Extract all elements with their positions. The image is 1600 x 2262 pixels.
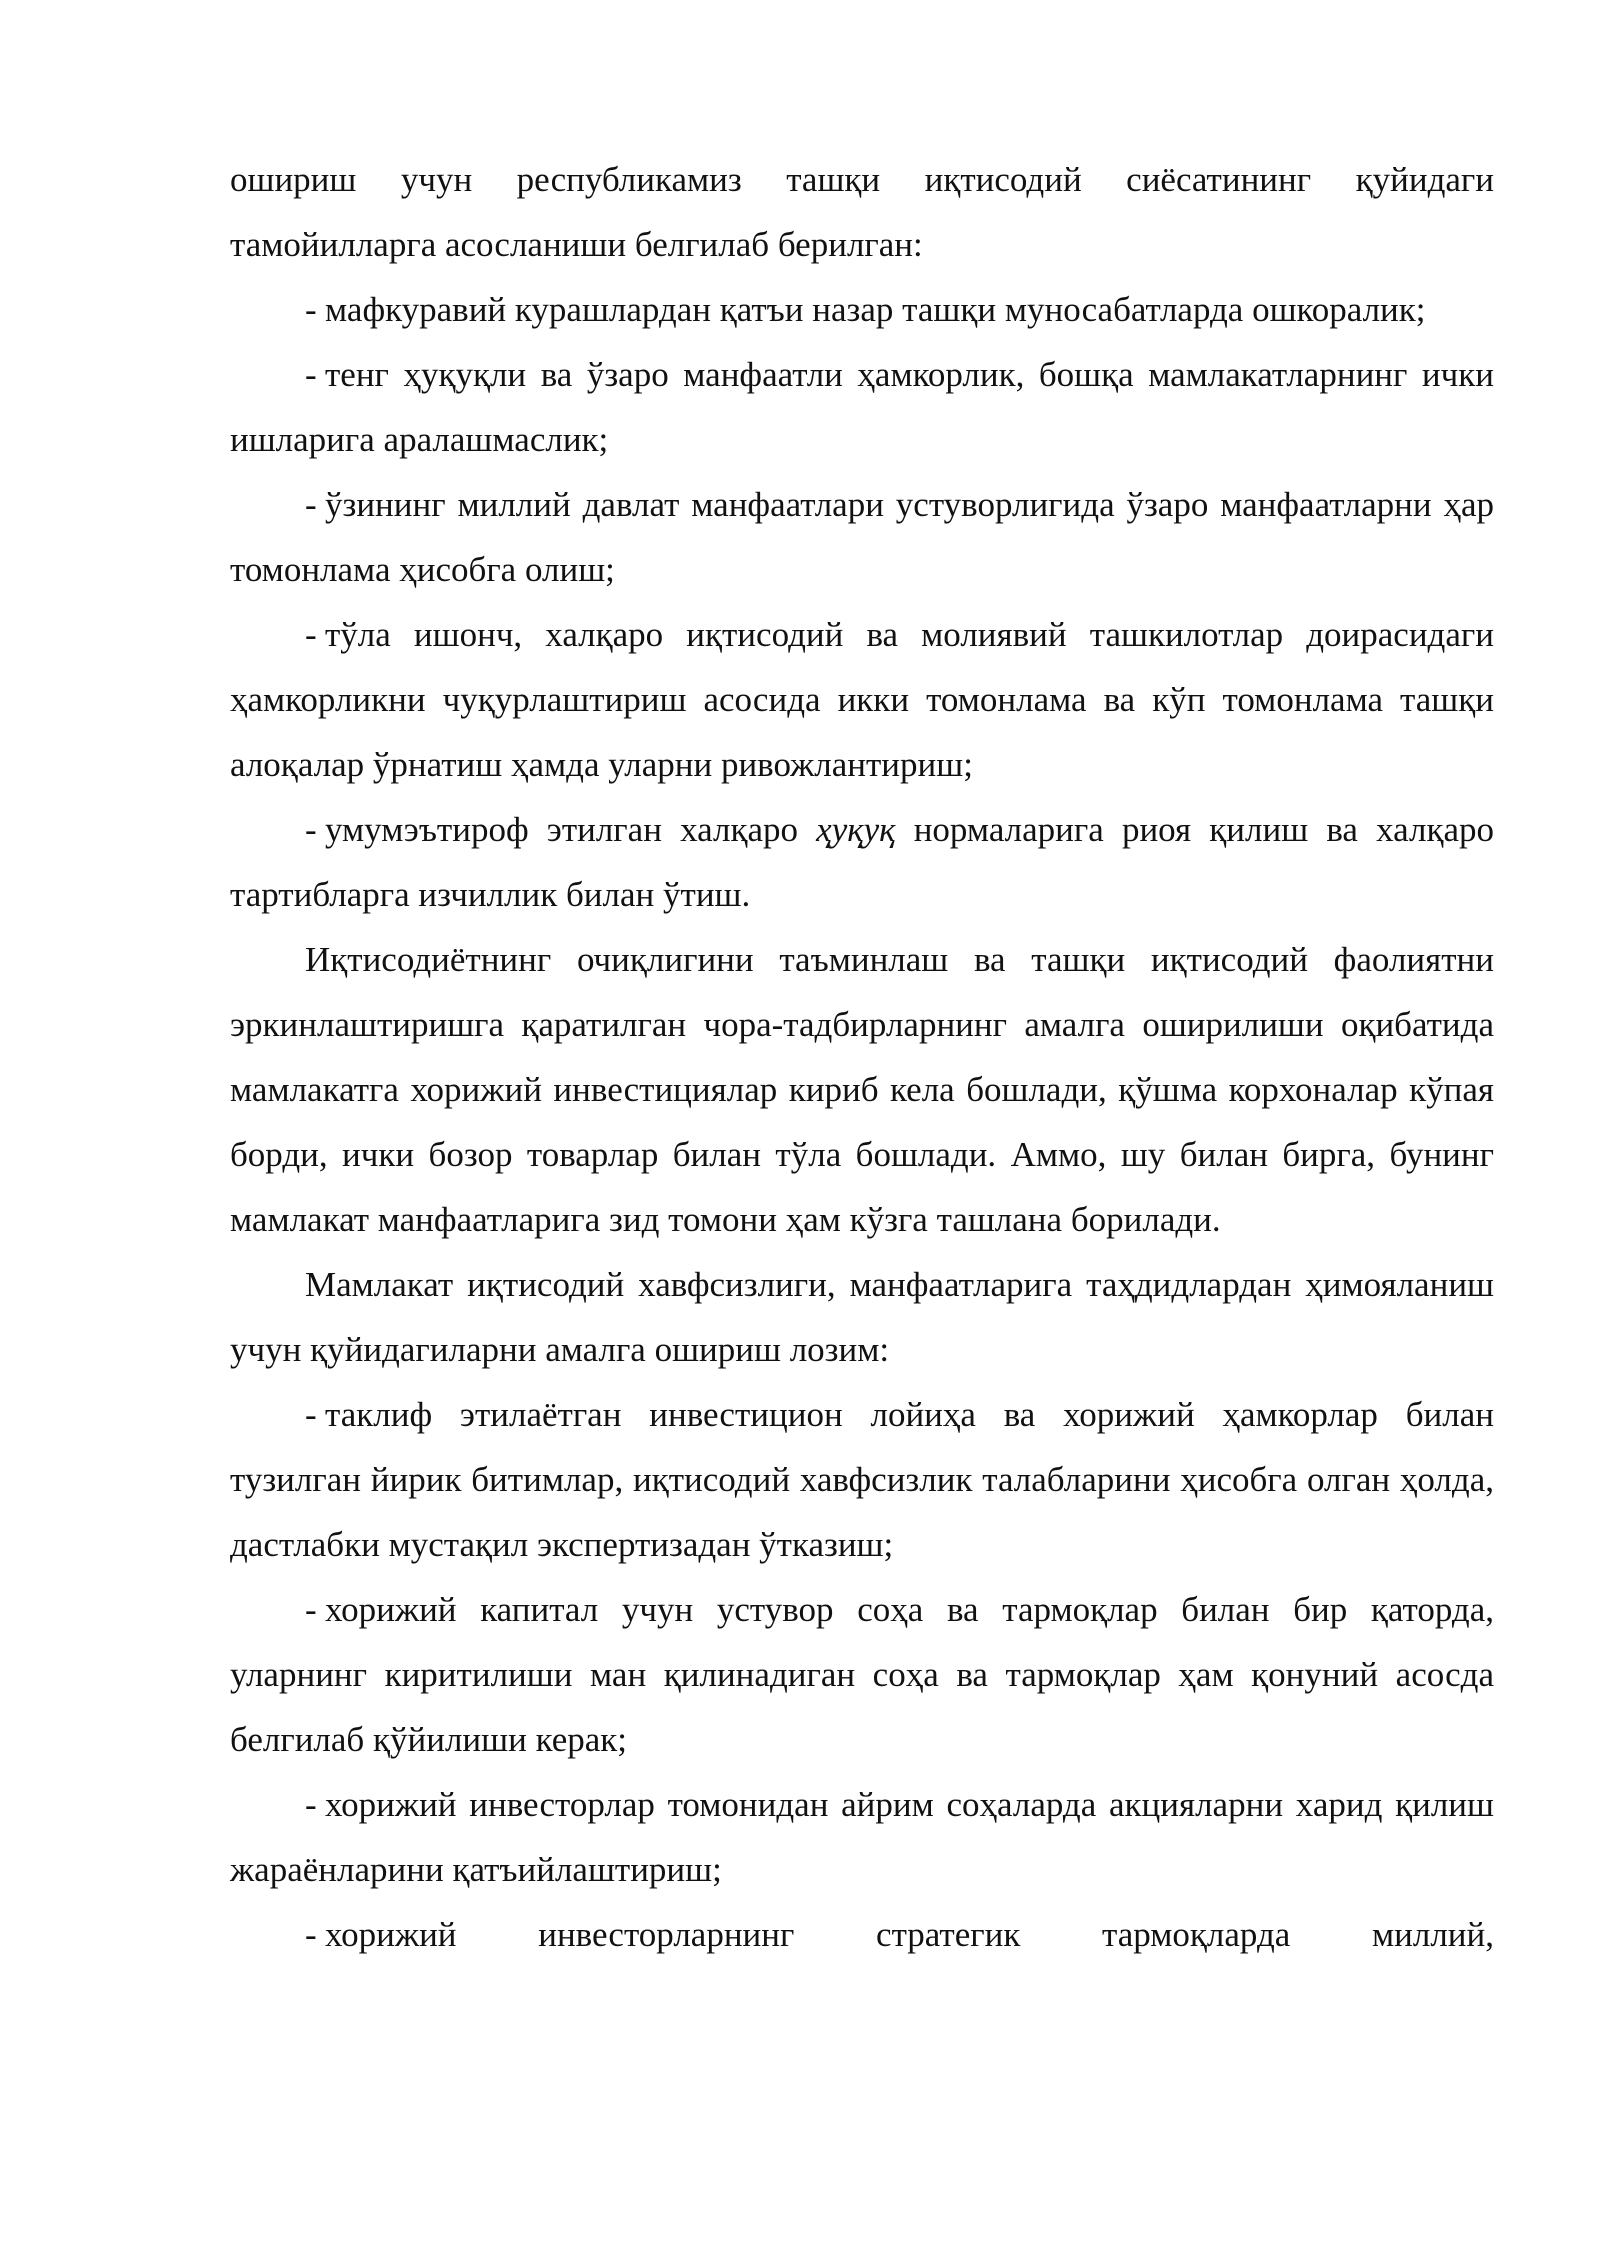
bullet-text: тўла ишонч, халқаро иқтисодий ва молиявий ташкилотлар доирасидаги ҳамкорликни чуқурлаштириш асосида икки томонлама ва кўп томонлама ташқи алоқалар ўрнатиш ҳамда уларни ривожлантириш;: [230, 615, 1494, 784]
bullet-text: хорижий капитал учун устувор соҳа ва тармоқлар билан бир қаторда, уларнинг киритилиши ман қилинадиган соҳа ва тармоқлар ҳам қонуний асосда белгилаб қўйилиши керак;: [230, 1590, 1494, 1759]
bullet-item-strategic-sectors: [230, 1902, 1494, 1967]
bullet-dash: -: [305, 355, 317, 394]
bullet-item-international-organizations: [230, 602, 1494, 797]
bullet-text: тенг ҳуқуқли ва ўзаро манфаатли ҳамкорлик, бошқа мамлакатларнинг ички ишларига аралашмаслик;: [230, 355, 1494, 459]
bullet-text: таклиф этилаётган инвестицион лойиҳа ва хорижий ҳамкорлар билан тузилган йирик битимлар, иқтисодий хавфсизлик талабларини ҳисобга олган ҳолда, дастлабки мустақил экспертизадан ўтказиш;: [230, 1395, 1494, 1564]
bullet-text: мафкуравий курашлардан қатъи назар ташқи муносабатларда ошкоралик;: [325, 290, 1426, 329]
bullet-item-openness: [230, 277, 1494, 342]
bullet-item-equal-rights: [230, 342, 1494, 472]
bullet-dash: -: [305, 1395, 317, 1434]
bullet-dash: -: [305, 810, 317, 849]
paragraph-intro-continuation: ошириш учун республикамиз ташқи иқтисодий сиёсатининг қуйидаги тамойилларга асосланиши белгилаб берилган:: [230, 160, 1494, 264]
bullet-item-priority-sectors: [230, 1577, 1494, 1772]
bullet-item-national-interests: [230, 472, 1494, 602]
bullet-dash: -: [305, 485, 317, 524]
bullet-dash: -: [305, 1915, 317, 1954]
bullet-text: ўзининг миллий давлат манфаатлари устуворлигида ўзаро манфаатларни ҳар томонлама ҳисобга олиш;: [230, 485, 1494, 589]
bullet-text-before: умумэътироф этилган халқаро: [325, 810, 817, 849]
bullet-text: хорижий инвесторлар томонидан айрим соҳаларда акцияларни харид қилиш жараёнларини қатъийлаштириш;: [230, 1785, 1494, 1889]
paragraph-economy-openness: Иқтисодиётнинг очиқлигини таъминлаш ва ташқи иқтисодий фаолиятни эркинлаштиришга қаратилган чора-тадбирларнинг амалга оширилиши оқибатида мамлакатга хорижий инвестициялар кириб кела бошлади, қўшма корхоналар кўпая борди, ички бозор товарлар билан тўла бошлади. Аммо, шу билан бирга, бунинг мамлакат манфаатларига зид томони ҳам кўзга ташлана борилади.: [230, 940, 1494, 1239]
paragraph-economic-security: Мамлакат иқтисодий хавфсизлиги, манфаатларига таҳдидлардан ҳимояланиш учун қуйидагиларни амалга ошириш лозим:: [230, 1265, 1494, 1369]
bullet-text-italic-term: ҳуқуқ: [816, 810, 896, 849]
bullet-dash: -: [305, 1785, 317, 1824]
bullet-dash: -: [305, 290, 317, 329]
bullet-dash: -: [305, 1590, 317, 1629]
bullet-item-international-law: [230, 797, 1494, 927]
document-page: [230, 147, 1494, 1967]
bullet-text: хорижий инвесторларнинг стратегик тармоқларда миллий,: [325, 1915, 1494, 1954]
bullet-text-after: нормаларига риоя қилиш ва халқаро тартибларга изчиллик билан ўтиш.: [230, 810, 1494, 914]
bullet-dash: -: [305, 615, 317, 654]
bullet-item-expertise: [230, 1382, 1494, 1577]
bullet-item-share-purchase: [230, 1772, 1494, 1902]
